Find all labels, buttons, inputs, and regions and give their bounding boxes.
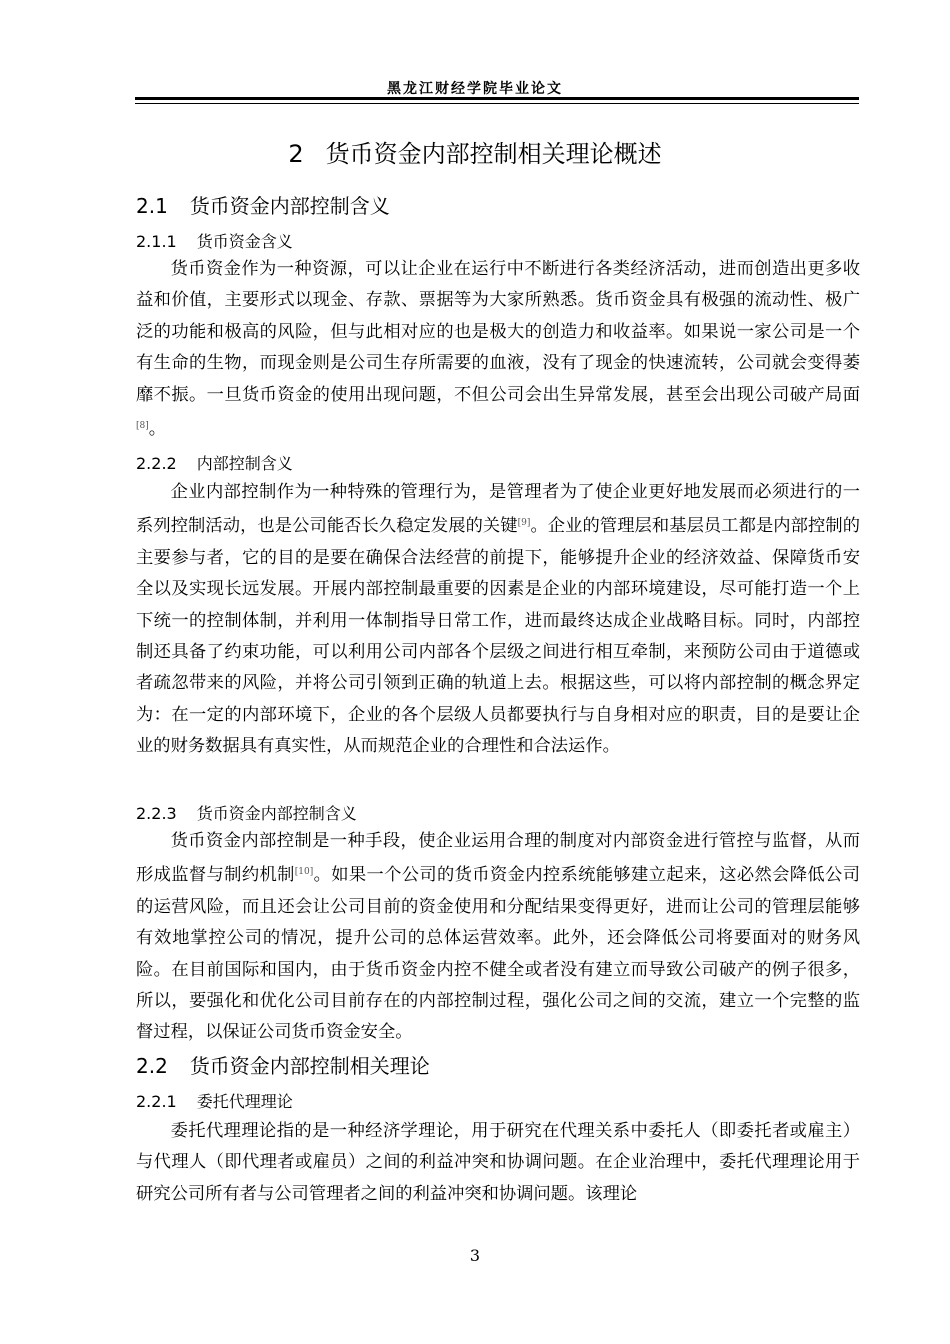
section-heading: [136, 190, 390, 219]
body-paragraph: [136, 254, 860, 445]
section-number: 2.2: [136, 1054, 168, 1078]
subsection-title: 货币资金内部控制含义: [196, 804, 357, 823]
subsection-number: 2.1.1: [136, 232, 177, 251]
section-title: 货币资金内部控制相关理论: [189, 1054, 430, 1078]
subsection-title: 货币资金含义: [196, 232, 293, 251]
citation: [10]: [294, 867, 314, 878]
subsection-heading: [136, 801, 357, 824]
paragraph-text: 货币资金作为一种资源，可以让企业在运行中不断进行各类经济活动，进而创造出更多收益和价值，主要形式以现金、存款、票据等为大家所熟悉。货币资金具有极强的流动性、极广泛的功能和极高的风险，但与此相对应的也是极大的创造力和收益率。如果说一家公司是一个有生命的生物，而现金则是公司生存所需要的血液，没有了现金的快速流转，公司就会变得萎靡不振。一旦货币资金的使用出现问题，不但公司会出生异常发展，甚至会出现公司破产局面: [136, 259, 860, 405]
paragraph-text-tail: 。如果一个公司的货币资金内控系统能够建立起来，这必然会降低公司的运营风险，而且还会让公司目前的资金使用和分配结果变得更好，进而让公司的管理层能够有效地掌控公司的情况，提升公司的总体运营效率。此外，还会降低公司将要面对的财务风险。在目前国际和国内，由于货币资金内控不健全或者没有建立而导致公司破产的例子很多，所以，要强化和优化公司目前存在的内部控制过程，强化公司之间的交流，建立一个完整的监督过程，以保证公司货币资金安全。: [136, 865, 860, 1043]
paragraph-text-tail: 。企业的管理层和基层员工都是内部控制的主要参与者，它的目的是要在确保合法经营的前提下，能够提升企业的经济效益、保障货币安全以及实现长远发展。开展内部控制最重要的因素是企业的内部环境建设，尽可能打造一个上下统一的控制体制，并利用一体制指导日常工作，进而最终达成企业战略目标。同时，内部控制还具备了约束功能，可以利用公司内部各个层级之间进行相互牵制，来预防公司由于道德或者疏忽带来的风险，并将公司引领到正确的轨道上去。根据这些，可以将内部控制的概念界定为：在一定的内部环境下，企业的各个层级人员都要执行与自身相对应的职责，目的是要让企业的财务数据具有真实性，从而规范企业的合理性和合法运作。: [136, 516, 860, 757]
body-paragraph: [136, 1116, 860, 1210]
paragraph-text: 货币资金内部控制是一种手段，使企业运用合理的制度对内部资金进行管控与监督，从而形成监督与制约机制: [136, 831, 860, 886]
section-title: 货币资金内部控制含义: [189, 194, 390, 218]
paragraph-text: 委托代理理论指的是一种经济学理论，用于研究在代理关系中委托人（即委托者或雇主）与代理人（即代理者或雇员）之间的利益冲突和协调问题。在企业治理中，委托代理理论用于研究公司所有者与公司管理者之间的利益冲突和协调问题。该理论: [136, 1121, 860, 1204]
section-number: 2.1: [136, 194, 168, 218]
header-rule-thin: [135, 103, 859, 104]
paragraph-text: 企业内部控制作为一种特殊的管理行为，是管理者为了使企业更好地发展而必须进行的一系列控制活动，也是公司能否长久稳定发展的关键: [136, 482, 860, 537]
subsection-title: 内部控制含义: [196, 454, 293, 473]
subsection-number: 2.2.1: [136, 1092, 177, 1111]
subsection-number: 2.2.3: [136, 804, 177, 823]
body-paragraph: [136, 826, 860, 1049]
chapter-number: 2: [288, 140, 304, 168]
subsection-heading: [136, 451, 293, 474]
citation: [9]: [517, 518, 531, 529]
header-rule-thick: [135, 97, 859, 100]
body-paragraph: [136, 477, 860, 763]
subsection-number: 2.2.2: [136, 454, 177, 473]
subsection-title: 委托代理理论: [196, 1092, 293, 1111]
running-header: 黑龙江财经学院毕业论文: [387, 81, 563, 97]
chapter-title: 货币资金内部控制相关理论概述: [325, 140, 662, 168]
chapter-heading: [0, 134, 950, 169]
citation: [8]: [136, 421, 149, 432]
paragraph-text-tail: 。: [148, 419, 167, 440]
section-heading: [136, 1050, 430, 1079]
subsection-heading: [136, 1089, 293, 1112]
page-number: 3: [469, 1246, 481, 1265]
subsection-heading: [136, 229, 293, 252]
